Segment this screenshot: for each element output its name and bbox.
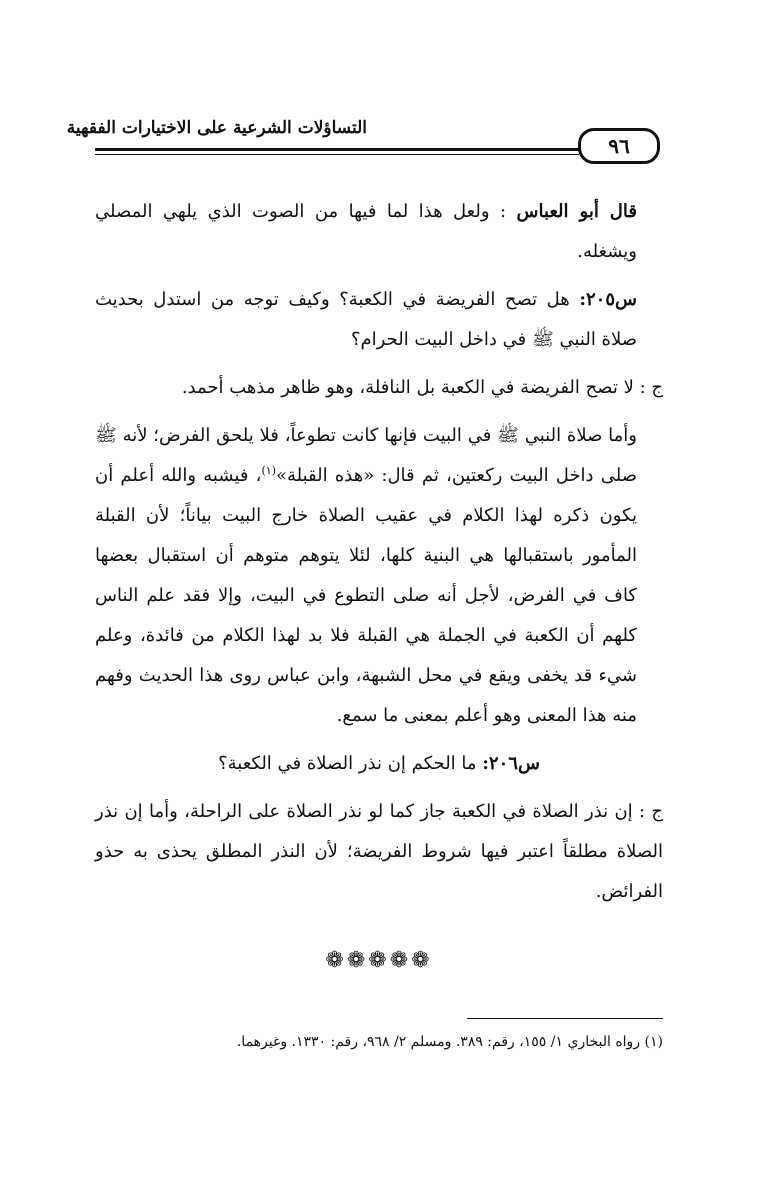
page-body: [95, 192, 663, 920]
question-label: س٢٠٦:: [482, 753, 540, 774]
section-separator-ornament: ❁❁❁❁❁: [325, 948, 433, 973]
footnote-rule: [467, 1018, 663, 1019]
paragraph-text: : ولعل هذا لما فيها من الصوت الذي يلهي المصلي ويشغله.: [95, 201, 637, 262]
running-header: [66, 108, 663, 160]
explanation-part-1: وأما صلاة النبي ﷺ في البيت فإنها كانت تطوعاً، فلا يلحق الفرض؛ لأنه ﷺ صلى داخل البيت ركعتين، ثم قال: «هذه القبلة»: [95, 425, 637, 486]
question-label: س٢٠٥:: [579, 289, 637, 310]
explanation-part-2: ، فيشبه والله أعلم أن يكون ذكره لهذا الكلام في عقيب الصلاة خارج البيت بياناً؛ لأن القبلة المأمور باستقبالها هي البنية كلها، لئلا يتوهم متوهم أن استقبال بعضها كاف في الفرض، لأجل أنه صلى التطوع في البيت، وإلا فقد علم الناس كلهم أن الكعبة في الجملة هي القبلة فلا بد لهذا الكلام من فائدة، وعلم شيء قد يخفى ويقع في محل الشبهة، وابن عباس روى هذا الحديث وفهم منه هذا المعنى وهو أعلم بمعنى ما سمع.: [95, 465, 637, 726]
question-205: [95, 280, 663, 360]
header-rule-thin: [95, 154, 579, 155]
header-rule: [95, 148, 579, 151]
paragraph-abu-abbas: [95, 192, 663, 272]
footnote-marker[interactable]: (١): [261, 464, 276, 477]
answer-206: ج : إن نذر الصلاة في الكعبة جاز كما لو نذر الصلاة على الراحلة، وأما إن نذر الصلاة مطلقاً اعتبر فيها شروط الفريضة؛ لأن النذر المطلق يحذى به حذو الفرائض.: [95, 801, 663, 902]
question-206: [95, 744, 663, 784]
question-text: ما الحكم إن نذر الصلاة في الكعبة؟: [218, 753, 477, 774]
answer-205-explanation: [95, 416, 663, 736]
speaker-name: قال أبو العباس: [516, 201, 637, 222]
question-text: هل تصح الفريضة في الكعبة؟ وكيف توجه من استدل بحديث صلاة النبي ﷺ في داخل البيت الحرام؟: [95, 289, 637, 350]
book-title: التساؤلات الشرعية على الاختيارات الفقهية: [66, 118, 367, 138]
footnote: (١) رواه البخاري ١/ ١٥٥، رقم: ٣٨٩. ومسلم ٢/ ٩٦٨، رقم: ١٣٣٠. وغيرهما.: [236, 1034, 663, 1050]
answer-205-summary: ج : لا تصح الفريضة في الكعبة بل النافلة، وهو ظاهر مذهب أحمد.: [181, 377, 663, 398]
page-number: ٩٦: [578, 128, 660, 164]
